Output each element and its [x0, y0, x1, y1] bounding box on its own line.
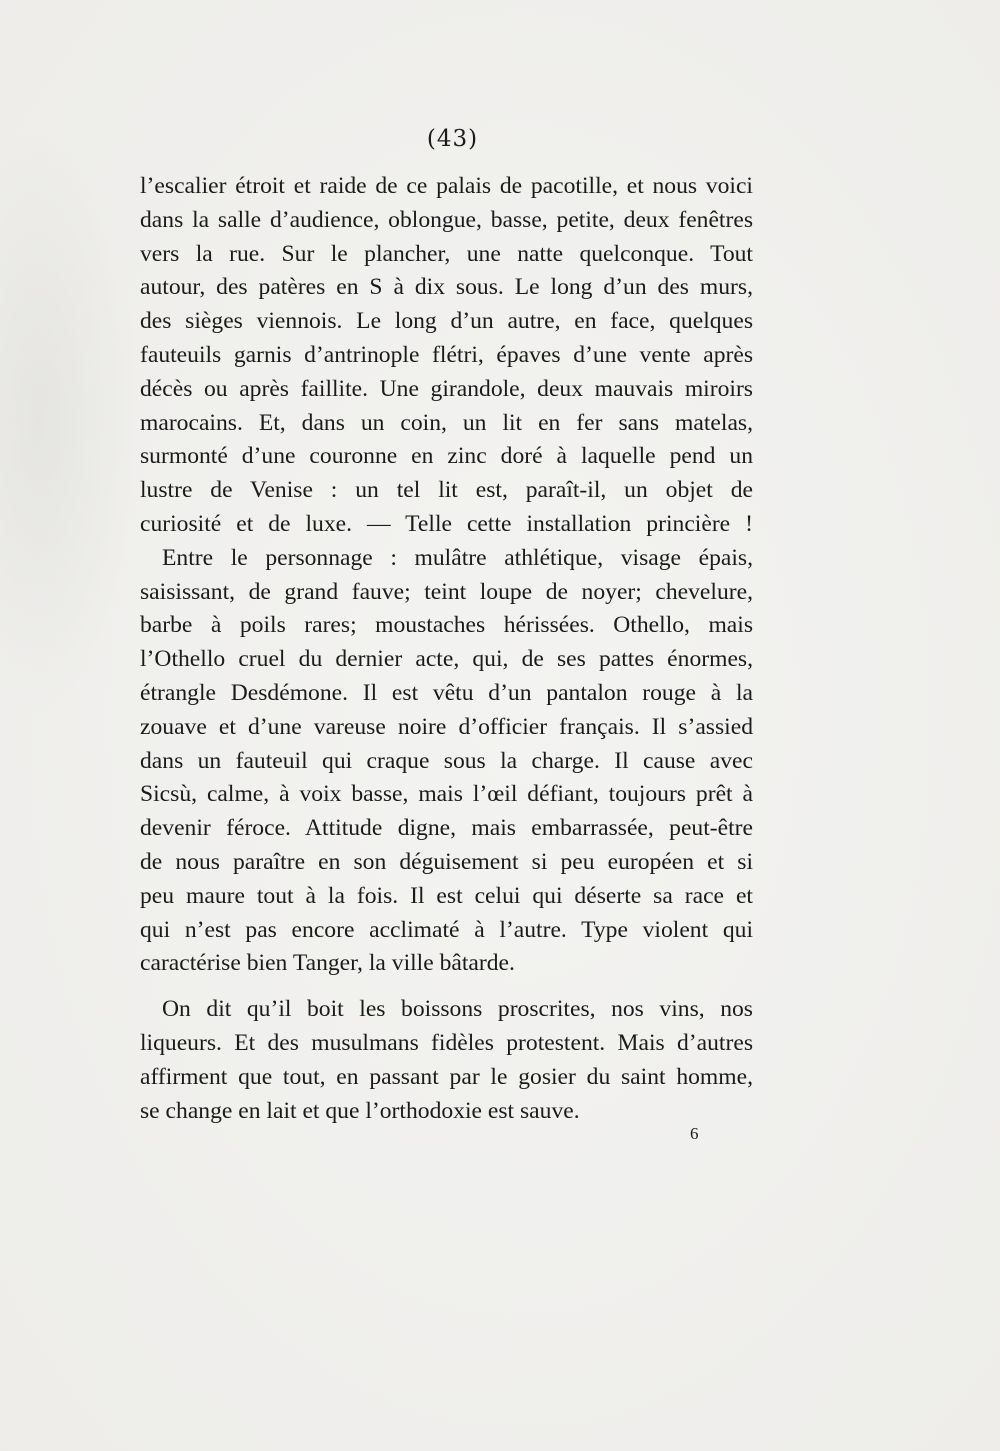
- paragraph: [140, 170, 753, 542]
- text-line: surmonté d’une couronne en zinc doré à laquelle pend un: [140, 443, 753, 470]
- text-line: fauteuils garnis d’antrinople flétri, épaves d’une vente après: [140, 341, 753, 368]
- text-line: barbe à poils rares; moustaches hérissées. Othello, mais: [140, 612, 753, 639]
- body-text: [140, 170, 753, 1128]
- paragraph: [140, 993, 753, 1128]
- text-line: peu maure tout à la fois. Il est celui qui déserte sa race et: [140, 882, 753, 909]
- text-line: de nous paraître en son déguisement si peu européen et si: [140, 848, 753, 875]
- text-line: curiosité et de luxe. — Telle cette installation princière !: [140, 510, 753, 537]
- text-line: Sicsù, calme, à voix basse, mais l’œil défiant, toujours prêt à: [140, 781, 753, 808]
- text-line: On dit qu’il boit les boissons proscrites, nos vins, nos: [162, 996, 753, 1023]
- text-line: l’escalier étroit et raide de ce palais de pacotille, et nous voici: [140, 173, 753, 199]
- text-line: vers la rue. Sur le plancher, une natte quelconque. Tout: [140, 240, 753, 267]
- text-line: affirment que tout, en passant par le gosier du saint homme,: [140, 1063, 753, 1090]
- text-line: des sièges viennois. Le long d’un autre, en face, quelques: [140, 308, 753, 335]
- page-number: (43): [426, 126, 479, 152]
- text-line: dans la salle d’audience, oblongue, basse, petite, deux fenêtres: [140, 206, 753, 233]
- text-line: Entre le personnage : mulâtre athlétique, visage épais,: [162, 544, 753, 571]
- text-line: marocains. Et, dans un coin, un lit en fer sans matelas,: [140, 409, 753, 436]
- text-line: décès ou après faillite. Une girandole, deux mauvais miroirs: [140, 375, 753, 402]
- text-line: caractérise bien Tanger, la ville bâtarde.: [140, 950, 515, 977]
- paragraph: [140, 542, 753, 981]
- text-line: se change en lait et que l’orthodoxie est sauve.: [140, 1097, 580, 1124]
- signature-mark: 6: [690, 1124, 699, 1143]
- paragraph-gap: [140, 981, 753, 993]
- text-line: zouave et d’une vareuse noire d’officier français. Il s’assied: [140, 713, 753, 740]
- text-line: lustre de Venise : un tel lit est, paraît-il, un objet de: [140, 477, 753, 504]
- text-line: liqueurs. Et des musulmans fidèles protestent. Mais d’autres: [140, 1029, 753, 1056]
- text-line: l’Othello cruel du dernier acte, qui, de ses pattes énormes,: [140, 646, 753, 673]
- text-line: autour, des patères en S à dix sous. Le long d’un des murs,: [140, 274, 753, 301]
- text-line: saisissant, de grand fauve; teint loupe de noyer; chevelure,: [140, 578, 753, 605]
- text-line: qui n’est pas encore acclimaté à l’autre. Type violent qui: [140, 916, 753, 943]
- text-line: dans un fauteuil qui craque sous la charge. Il cause avec: [140, 747, 753, 774]
- text-line: devenir féroce. Attitude digne, mais embarrassée, peut-être: [140, 815, 753, 842]
- text-line: étrangle Desdémone. Il est vêtu d’un pantalon rouge à la: [140, 679, 753, 706]
